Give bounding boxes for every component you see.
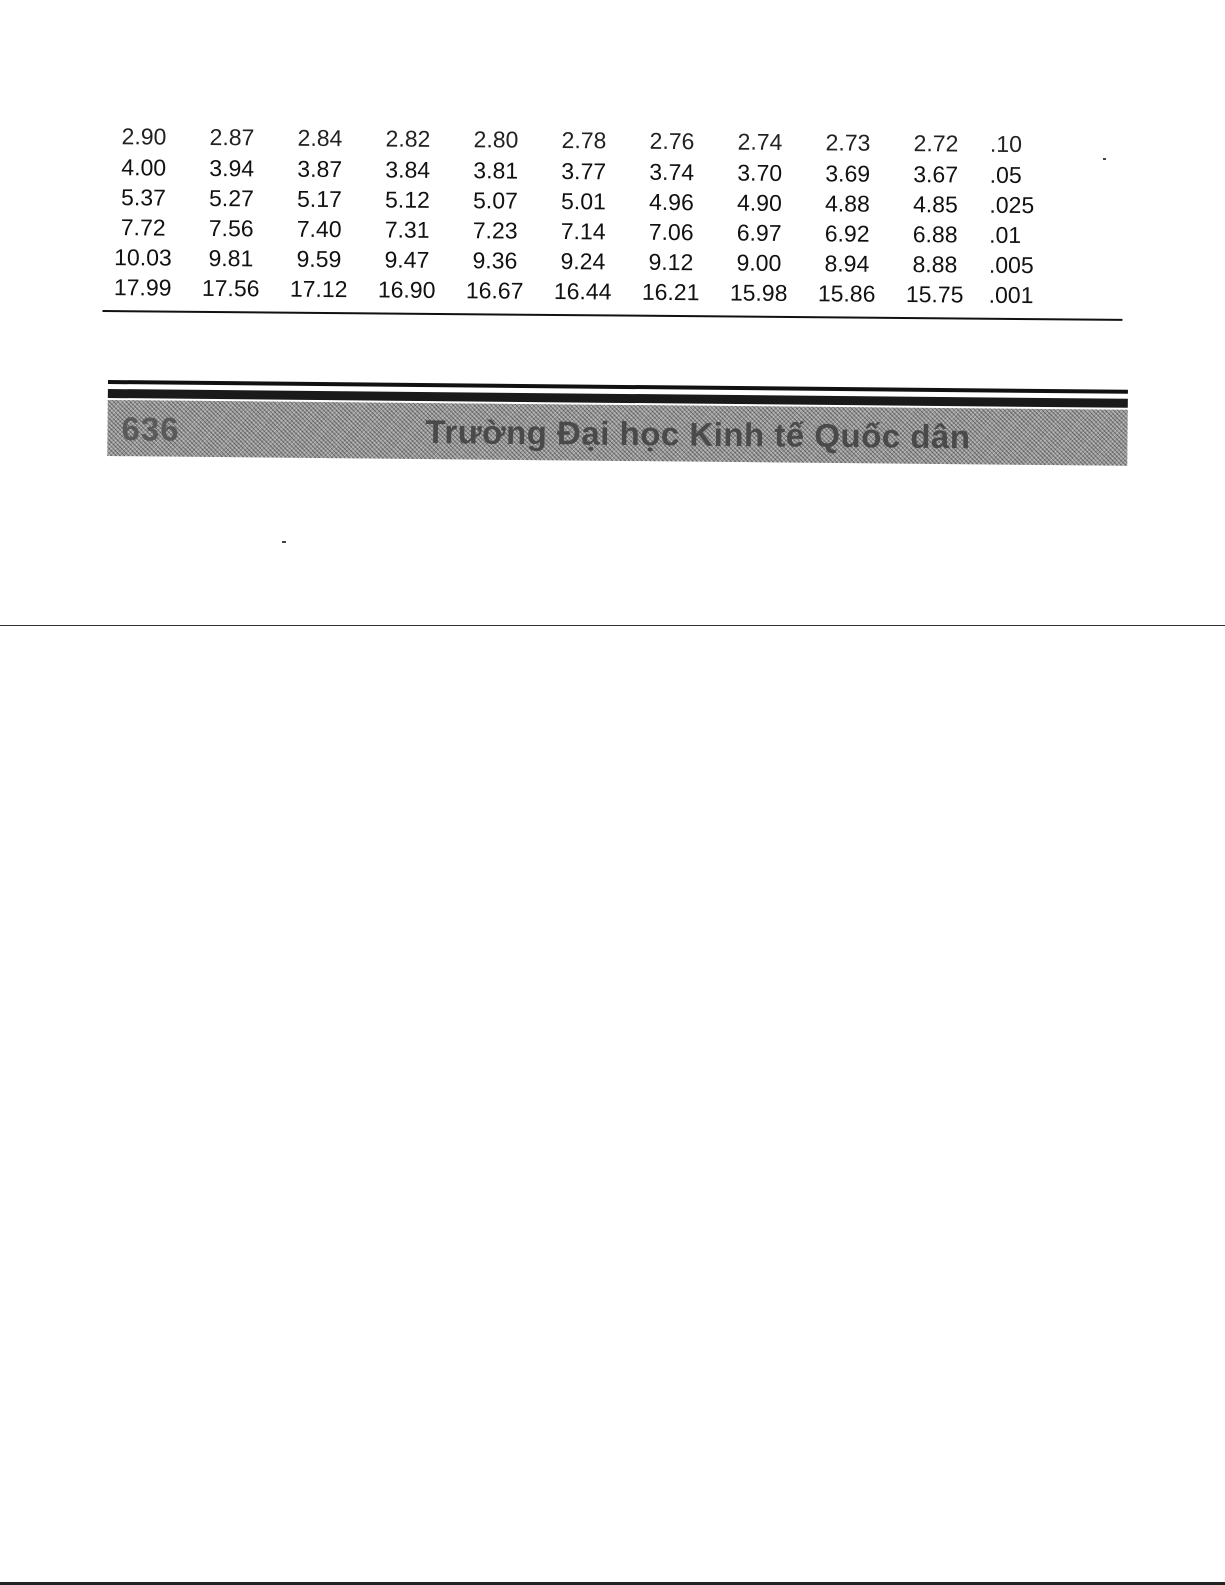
table-cell: 9.24 — [560, 248, 606, 275]
table-cell: 7.06 — [648, 218, 694, 246]
table-cell: 3.87 — [297, 155, 343, 183]
table-cell: 8.94 — [824, 250, 870, 277]
table-cell: 2.78 — [561, 127, 607, 154]
table-cell: 3.67 — [913, 161, 959, 188]
table-cell: 6.97 — [736, 219, 782, 246]
alpha-cell: .01 — [989, 221, 1022, 249]
table-cell: 9.47 — [384, 246, 430, 273]
table-cell: 6.88 — [912, 221, 958, 248]
table-cell: 9.00 — [736, 249, 782, 276]
alpha-cell: .05 — [989, 161, 1022, 189]
table-cell: 3.94 — [209, 154, 255, 182]
scan-speck — [1103, 158, 1106, 160]
table-cell: 5.27 — [208, 184, 254, 212]
statistical-table — [99, 123, 1050, 310]
table-cell: 2.84 — [297, 124, 343, 152]
table-cell: 15.98 — [729, 279, 788, 307]
table-cell: 7.23 — [472, 217, 518, 244]
table-cell: 17.99 — [113, 274, 172, 301]
table-cell: 3.84 — [385, 156, 431, 183]
table-cell: 2.76 — [649, 127, 695, 155]
page-divider — [0, 625, 1225, 626]
table-cell: 3.81 — [473, 157, 519, 184]
table-cell: 5.17 — [296, 185, 342, 213]
table-cell: 17.12 — [289, 275, 348, 303]
alpha-cell: .005 — [988, 251, 1034, 279]
table-cell: 9.59 — [296, 245, 342, 273]
table-cell: 16.67 — [465, 277, 524, 304]
table-cell: 15.75 — [905, 281, 964, 308]
table-cell: 17.56 — [201, 274, 260, 302]
table-cell: 4.88 — [824, 190, 870, 217]
table-cell: 9.81 — [208, 244, 254, 272]
table-cell: 3.74 — [649, 158, 695, 186]
table-cell: 2.82 — [385, 125, 431, 152]
table-cell: 4.96 — [648, 188, 694, 216]
alpha-cell: .001 — [988, 281, 1034, 309]
table-cell: 3.69 — [825, 160, 871, 187]
table-cell: 6.92 — [824, 220, 870, 247]
table-cell: 5.12 — [384, 186, 430, 213]
table-cell: 16.21 — [641, 278, 700, 306]
table-cell: 4.90 — [736, 189, 782, 216]
table-cell: 7.14 — [560, 218, 606, 245]
scan-speck — [282, 541, 286, 543]
table-cell: 7.72 — [120, 214, 166, 241]
institution-name: Trường Đại học Kinh tế Quốc dân — [425, 413, 971, 456]
statistical-table-region — [98, 123, 1135, 347]
table-cell: 3.70 — [737, 159, 783, 186]
table-cell: 16.90 — [377, 276, 436, 303]
table-cell: 10.03 — [114, 244, 172, 271]
table-cell: 7.31 — [384, 216, 430, 243]
table-cell: 9.36 — [472, 247, 518, 274]
table-cell: 7.56 — [208, 214, 254, 242]
table-cell: 3.77 — [561, 158, 607, 185]
alpha-cell: .025 — [989, 191, 1035, 219]
table-bottom-rule — [102, 310, 1122, 321]
table-cell: 4.00 — [121, 154, 167, 181]
table-cell: 9.12 — [648, 248, 694, 276]
table-cell: 2.72 — [913, 130, 959, 157]
table-cell: 2.73 — [825, 129, 871, 156]
table-cell: 2.87 — [209, 123, 255, 151]
table-cell: 8.88 — [912, 251, 958, 278]
table-cell: 2.74 — [737, 128, 783, 155]
footer-shaded-band — [107, 400, 1127, 466]
table-cell: 5.07 — [472, 187, 518, 214]
table-cell: 16.44 — [553, 277, 612, 305]
table-cell: 7.40 — [296, 215, 342, 243]
table-cell: 4.85 — [912, 191, 958, 218]
table-cell: 15.86 — [817, 280, 876, 307]
table-cell: 5.37 — [120, 184, 166, 211]
alpha-cell: .10 — [989, 130, 1023, 158]
table-cell: 2.80 — [473, 126, 519, 153]
page-footer — [107, 380, 1128, 476]
table-cell: 5.01 — [560, 188, 606, 215]
page-number: 636 — [121, 410, 180, 448]
table-cell: 2.90 — [121, 123, 167, 150]
